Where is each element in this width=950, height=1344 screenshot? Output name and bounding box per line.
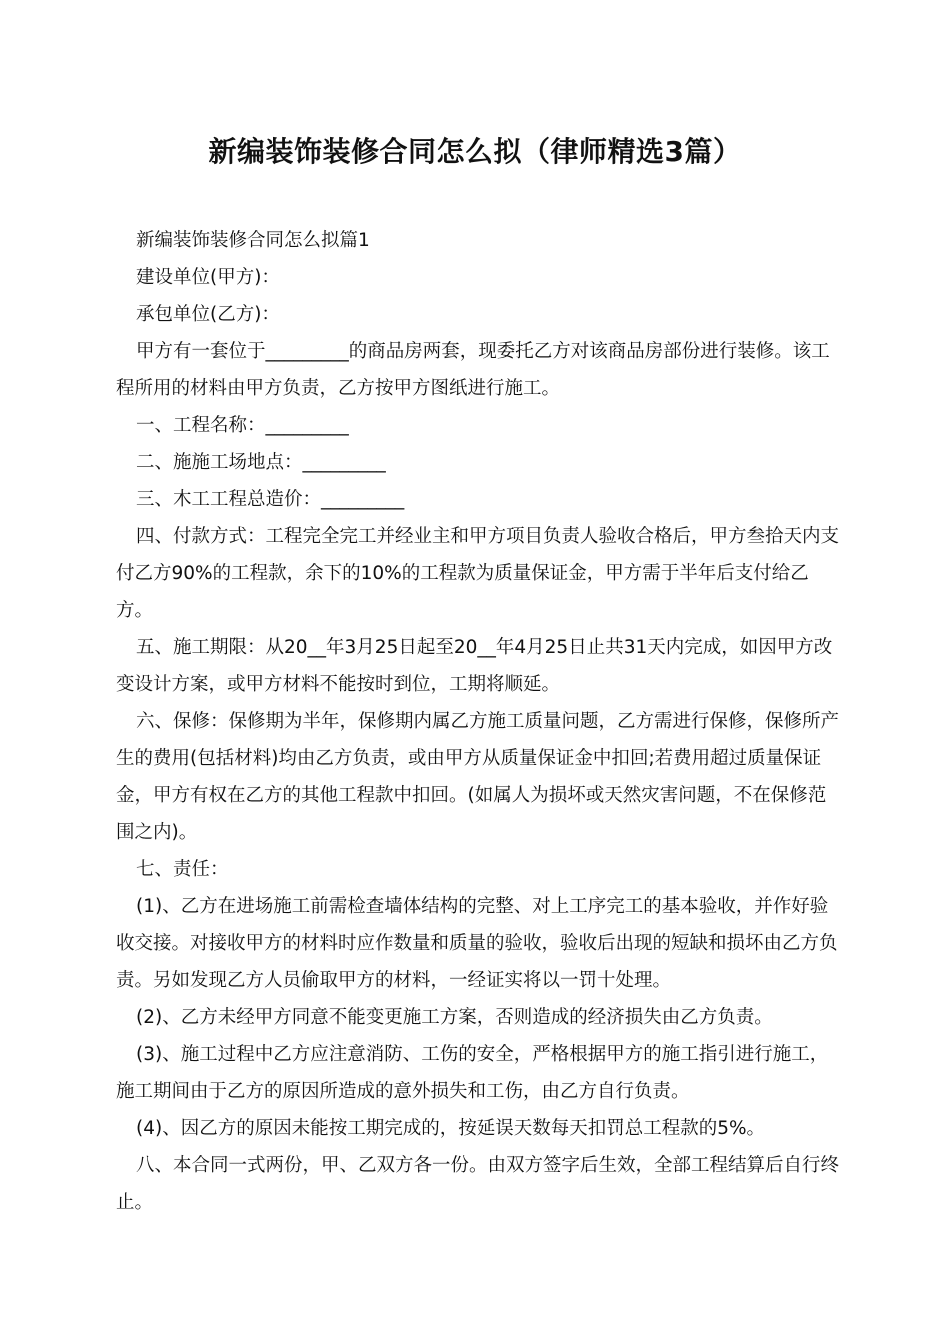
clause-total-cost: 三、木工工程总造价：_________ — [136, 489, 405, 510]
clause-payment: 四、付款方式：工程完全完工并经业主和甲方项目负责人验收合格后，甲方叁拾天内支付乙方90%的工程款，余下的10%的工程款为质量保证金，甲方需于半年后支付给乙方。 — [116, 526, 840, 621]
responsibility-item-1: (1)、乙方在进场施工前需检查墙体结构的完整、对上工序完工的基本验收，并作好验收交接。对接收甲方的材料时应作数量和质量的验收，验收后出现的短缺和损坏由乙方负责。另如发现乙方人员偷取甲方的材料，一经证实将以一罚十处理。 — [116, 896, 838, 991]
clause-site-location: 二、施施工场地点：_________ — [136, 452, 386, 473]
responsibility-item-3: (3)、施工过程中乙方应注意消防、工伤的安全，严格根据甲方的施工指引进行施工，施工期间由于乙方的原因所造成的意外损失和工伤，由乙方自行负责。 — [116, 1044, 829, 1102]
intro-paragraph: 甲方有一套位于_________的商品房两套，现委托乙方对该商品房部份进行装修。该工程所用的材料由甲方负责，乙方按甲方图纸进行施工。 — [116, 341, 830, 399]
responsibility-item-2: (2)、乙方未经甲方同意不能变更施工方案，否则造成的经济损失由乙方负责。 — [136, 1007, 773, 1028]
document-body — [116, 222, 844, 1221]
clause-warranty: 六、保修：保修期为半年，保修期内属乙方施工质量问题，乙方需进行保修，保修所产生的费用(包括材料)均由乙方负责，或由甲方从质量保证金中扣回;若费用超过质量保证金，甲方有权在乙方的其他工程款中扣回。(如属人为损坏或天然灾害问题，不在保修范围之内)。 — [116, 711, 840, 843]
responsibility-item-4: (4)、因乙方的原因未能按工期完成的，按延误天数每天扣罚总工程款的5%。 — [136, 1118, 766, 1139]
clause-schedule: 五、施工期限：从20__年3月25日起至20__年4月25日止共31天内完成，如因甲方改变设计方案，或甲方材料不能按时到位，工期将顺延。 — [116, 637, 833, 695]
section-heading: 新编装饰装修合同怎么拟篇1 — [136, 230, 370, 251]
document-title: 新编装饰装修合同怎么拟（律师精选3篇） — [208, 135, 742, 168]
party-b-line: 承包单位(乙方)： — [136, 304, 280, 325]
clause-project-name: 一、工程名称：_________ — [136, 415, 349, 436]
party-a-line: 建设单位(甲方)： — [136, 267, 280, 288]
clause-copies: 八、本合同一式两份，甲、乙双方各一份。由双方签字后生效，全部工程结算后自行终止。 — [116, 1155, 840, 1213]
clause-responsibility-heading: 七、责任： — [136, 859, 229, 880]
